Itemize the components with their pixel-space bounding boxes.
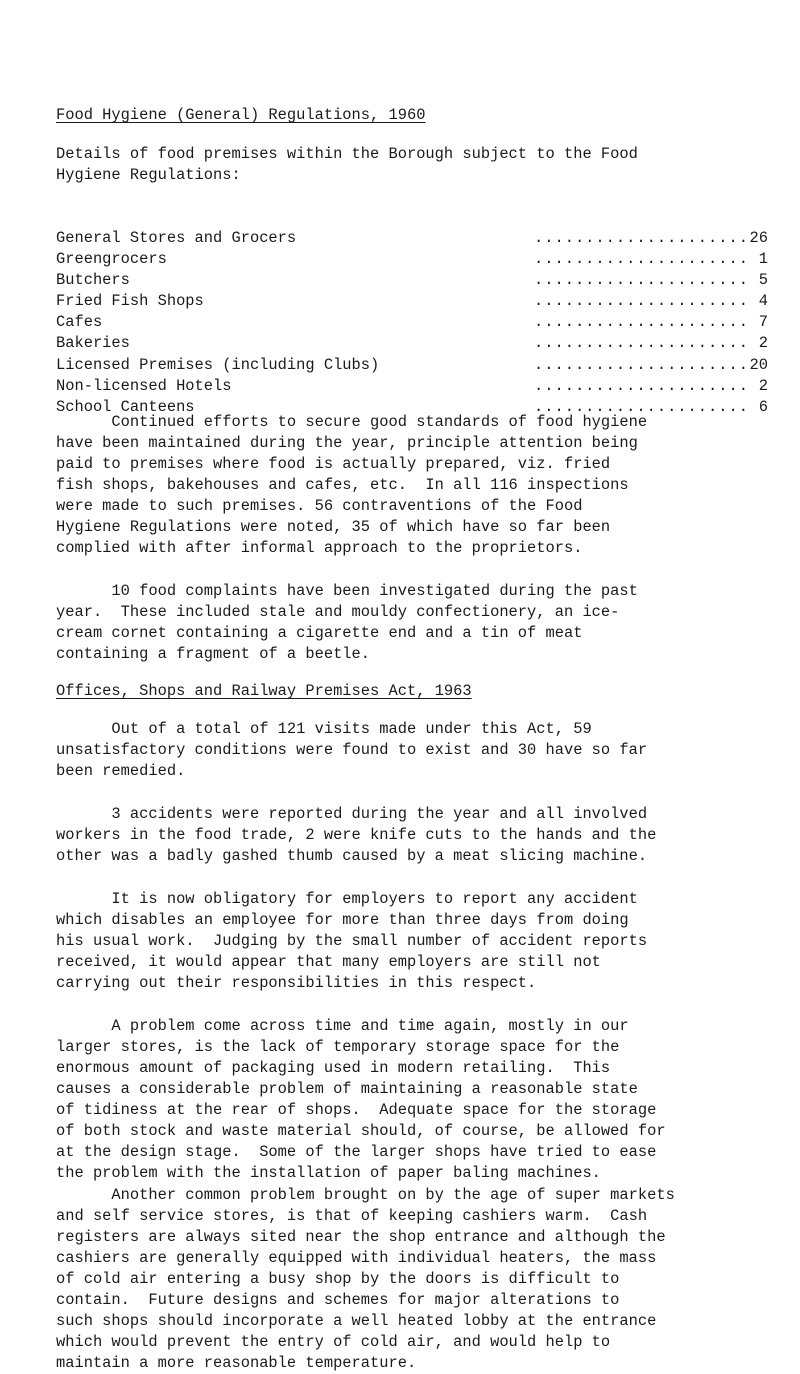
premises-row — [56, 228, 768, 249]
paragraph-line: of tidiness at the rear of shops. Adequate space for the storage — [56, 1101, 657, 1119]
paragraph-line: of cold air entering a busy shop by the doors is difficult to — [56, 1270, 620, 1288]
paragraph-line: year. These included stale and mouldy confectionery, an ice- — [56, 603, 620, 621]
paragraph-line: the problem with the installation of paper baling machines. — [56, 1164, 601, 1182]
premises-count: 26 — [749, 229, 768, 247]
premises-count: 5 — [758, 271, 768, 290]
paragraph-line: complied with after informal approach to the proprietors. — [56, 539, 583, 557]
premises-label: Licensed Premises (including Clubs) — [56, 355, 380, 374]
dot-leader: ..................... — [534, 250, 749, 269]
paragraph-line: of both stock and waste material should, of course, be allowed for — [56, 1122, 666, 1140]
accidents-paragraph — [56, 804, 768, 867]
premises-row — [56, 270, 768, 291]
dot-leader: ..................... — [534, 313, 749, 332]
dot-leader: ..................... — [534, 334, 749, 353]
paragraph-line: other was a badly gashed thumb caused by a meat slicing machine. — [56, 847, 648, 865]
premises-label: Fried Fish Shops — [56, 292, 204, 311]
premises-label: Greengrocers — [56, 250, 167, 269]
paragraph-line: been remedied. — [56, 762, 186, 780]
premises-label: General Stores and Grocers — [56, 229, 297, 247]
premises-row — [56, 333, 768, 354]
paragraph-line: It is now obligatory for employers to report any accident — [56, 890, 638, 908]
dot-leader: ..................... — [534, 376, 749, 395]
intro-line: Details of food premises within the Borough subject to the Food — [56, 145, 638, 163]
dot-leader: ..................... — [534, 355, 749, 374]
paragraph-line: enormous amount of packaging used in modern retailing. This — [56, 1059, 611, 1077]
premises-count: 2 — [758, 334, 768, 353]
reporting-paragraph — [56, 889, 768, 994]
hygiene-efforts-paragraph — [56, 412, 768, 559]
premises-row — [56, 291, 768, 312]
paragraph-line: paid to premises where food is actually prepared, viz. fried — [56, 455, 611, 473]
dot-leader: ..................... — [534, 229, 749, 247]
premises-label: Butchers — [56, 271, 130, 290]
intro-paragraph — [56, 144, 768, 186]
paragraph-line: cream cornet containing a cigarette end and a tin of meat — [56, 624, 583, 642]
paragraph-line: maintain a more reasonable temperature. — [56, 1354, 417, 1372]
paragraph-line: received, it would appear that many employers are still not — [56, 953, 601, 971]
paragraph-line: cashiers are generally equipped with individual heaters, the mass — [56, 1249, 657, 1267]
paragraph-line: A problem come across time and time again, mostly in our — [56, 1017, 629, 1035]
premises-row — [56, 355, 768, 376]
premises-table — [56, 228, 768, 418]
paragraph-line: and self service stores, is that of keeping cashiers warm. Cash — [56, 1207, 648, 1225]
premises-label: School Canteens — [56, 397, 195, 416]
premises-label: Non-licensed Hotels — [56, 376, 232, 395]
paragraph-line: registers are always sited near the shop entrance and although the — [56, 1228, 666, 1246]
paragraph-line: causes a considerable problem of maintaining a reasonable state — [56, 1080, 638, 1098]
paragraph-line: which would prevent the entry of cold air, and would help to — [56, 1333, 611, 1351]
paragraph-line: contain. Future designs and schemes for major alterations to — [56, 1291, 620, 1309]
visits-paragraph — [56, 719, 768, 782]
offices-shops-heading: Offices, Shops and Railway Premises Act, 1963 — [56, 682, 472, 700]
premises-count: 2 — [758, 376, 768, 395]
paragraph-line: Another common problem brought on by the age of super markets — [56, 1186, 675, 1204]
premises-count: 1 — [758, 250, 768, 269]
cashiers-paragraph — [56, 1185, 768, 1374]
premises-count: 20 — [749, 355, 768, 374]
paragraph-line: Hygiene Regulations were noted, 35 of which have so far been — [56, 518, 611, 536]
paragraph-line: Continued efforts to secure good standards of food hygiene — [56, 413, 648, 431]
premises-label: Bakeries — [56, 334, 130, 353]
paragraph-line: have been maintained during the year, principle attention being — [56, 434, 638, 452]
paragraph-line: at the design stage. Some of the larger shops have tried to ease — [56, 1143, 657, 1161]
storage-paragraph — [56, 1016, 768, 1184]
paragraph-line: 10 food complaints have been investigated during the past — [56, 582, 638, 600]
paragraph-line: which disables an employee for more than three days from doing — [56, 911, 629, 929]
paragraph-line: were made to such premises. 56 contraventions of the Food — [56, 497, 583, 515]
dot-leader: ..................... — [534, 397, 749, 416]
premises-row — [56, 249, 768, 270]
premises-count: 6 — [758, 397, 768, 416]
paragraph-line: carrying out their responsibilities in this respect. — [56, 974, 537, 992]
premises-row — [56, 312, 768, 333]
premises-label: Cafes — [56, 313, 103, 332]
dot-leader: ..................... — [534, 292, 749, 311]
paragraph-line: larger stores, is the lack of temporary storage space for the — [56, 1038, 620, 1056]
intro-line: Hygiene Regulations: — [56, 166, 241, 184]
paragraph-line: unsatisfactory conditions were found to exist and 30 have so far — [56, 741, 648, 759]
paragraph-line: fish shops, bakehouses and cafes, etc. In all 116 inspections — [56, 476, 629, 494]
food-hygiene-heading: Food Hygiene (General) Regulations, 1960 — [56, 106, 426, 124]
premises-count: 7 — [758, 313, 768, 332]
paragraph-line: 3 accidents were reported during the year and all involved — [56, 805, 648, 823]
premises-row — [56, 376, 768, 397]
paragraph-line: Out of a total of 121 visits made under this Act, 59 — [56, 720, 592, 738]
paragraph-line: such shops should incorporate a well heated lobby at the entrance — [56, 1312, 657, 1330]
premises-count: 4 — [758, 292, 768, 311]
dot-leader: ..................... — [534, 271, 749, 290]
paragraph-line: his usual work. Judging by the small number of accident reports — [56, 932, 648, 950]
food-complaints-paragraph — [56, 581, 768, 665]
paragraph-line: workers in the food trade, 2 were knife cuts to the hands and the — [56, 826, 657, 844]
paragraph-line: containing a fragment of a beetle. — [56, 645, 371, 663]
